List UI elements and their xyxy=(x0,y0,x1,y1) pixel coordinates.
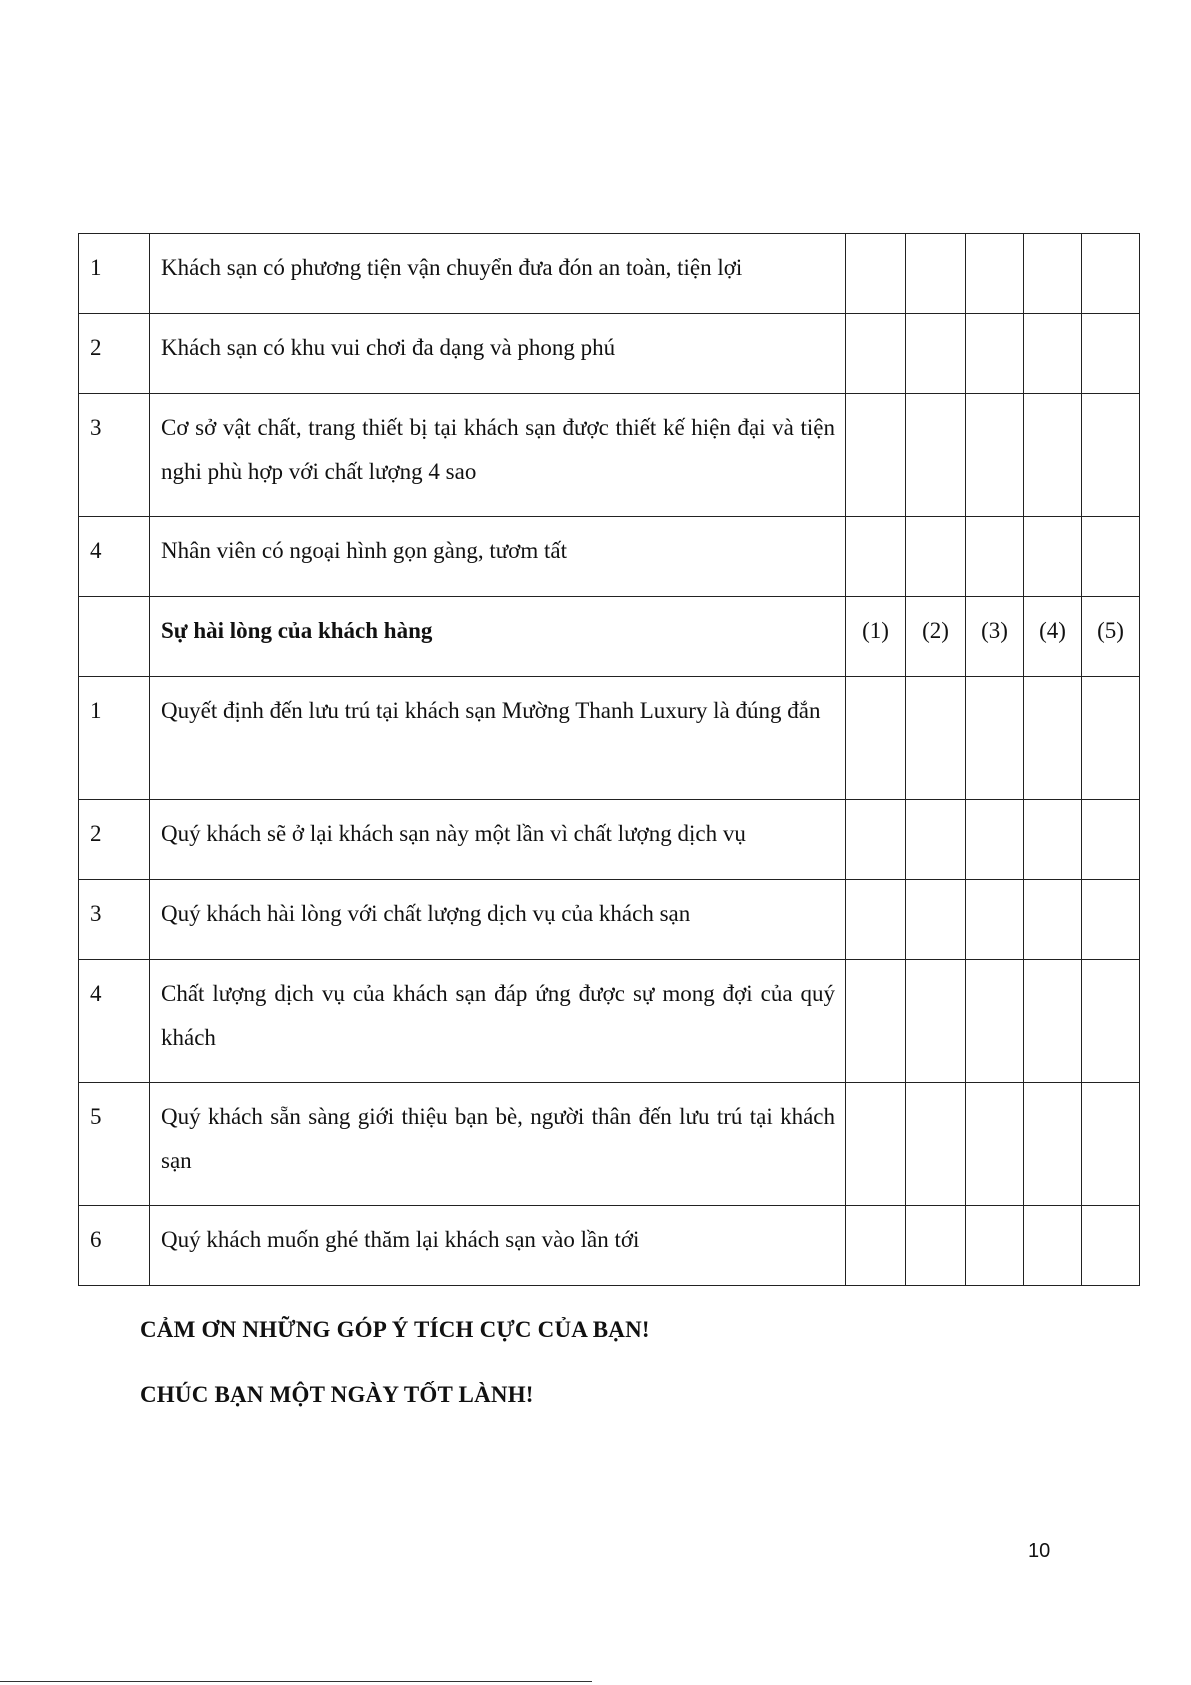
rating-cell-5[interactable] xyxy=(1082,234,1140,314)
footer-divider xyxy=(0,1681,592,1682)
rating-cell-3[interactable] xyxy=(966,234,1024,314)
item-number: 3 xyxy=(79,394,150,517)
item-statement: Khách sạn có phương tiện vận chuyển đưa đón an toàn, tiện lợi xyxy=(150,234,846,314)
rating-cell-4[interactable] xyxy=(1024,880,1082,960)
rating-cell-1[interactable] xyxy=(846,394,906,517)
rating-cell-5[interactable] xyxy=(1082,1083,1140,1206)
table-row xyxy=(79,314,1140,394)
rating-cell-4[interactable] xyxy=(1024,394,1082,517)
scale-header-3: (3) xyxy=(966,597,1024,677)
scale-header-2: (2) xyxy=(906,597,966,677)
rating-cell-4[interactable] xyxy=(1024,314,1082,394)
table-row xyxy=(79,800,1140,880)
item-number: 4 xyxy=(79,960,150,1083)
table-row xyxy=(79,1206,1140,1286)
table-row xyxy=(79,517,1140,597)
rating-cell-4[interactable] xyxy=(1024,677,1082,800)
rating-cell-4[interactable] xyxy=(1024,1206,1082,1286)
rating-cell-1[interactable] xyxy=(846,677,906,800)
table-row xyxy=(79,394,1140,517)
survey-table-body xyxy=(79,234,1140,1286)
rating-cell-3[interactable] xyxy=(966,960,1024,1083)
rating-cell-5[interactable] xyxy=(1082,1206,1140,1286)
item-number: 6 xyxy=(79,1206,150,1286)
closing-wish: CHÚC BẠN MỘT NGÀY TỐT LÀNH! xyxy=(140,1382,534,1407)
rating-cell-2[interactable] xyxy=(906,394,966,517)
rating-cell-3[interactable] xyxy=(966,677,1024,800)
item-number: 5 xyxy=(79,1083,150,1206)
rating-cell-2[interactable] xyxy=(906,314,966,394)
rating-cell-3[interactable] xyxy=(966,1206,1024,1286)
scale-header-5: (5) xyxy=(1082,597,1140,677)
survey-table xyxy=(78,233,1140,1286)
rating-cell-3[interactable] xyxy=(966,517,1024,597)
rating-cell-2[interactable] xyxy=(906,880,966,960)
page-number: 10 xyxy=(1028,1540,1051,1562)
item-statement: Cơ sở vật chất, trang thiết bị tại khách sạn được thiết kế hiện đại và tiện nghi phù hợp với chất lượng 4 sao xyxy=(150,394,846,517)
rating-cell-4[interactable] xyxy=(1024,517,1082,597)
rating-cell-4[interactable] xyxy=(1024,1083,1082,1206)
item-number: 1 xyxy=(79,677,150,800)
table-row xyxy=(79,677,1140,800)
group-header-row xyxy=(79,597,1140,677)
rating-cell-4[interactable] xyxy=(1024,234,1082,314)
rating-cell-1[interactable] xyxy=(846,1206,906,1286)
rating-cell-5[interactable] xyxy=(1082,800,1140,880)
rating-cell-2[interactable] xyxy=(906,1083,966,1206)
table-row xyxy=(79,234,1140,314)
rating-cell-1[interactable] xyxy=(846,880,906,960)
item-number: 3 xyxy=(79,880,150,960)
rating-cell-3[interactable] xyxy=(966,314,1024,394)
group-title: Sự hài lòng của khách hàng xyxy=(150,597,846,677)
item-statement: Khách sạn có khu vui chơi đa dạng và phong phú xyxy=(150,314,846,394)
rating-cell-2[interactable] xyxy=(906,1206,966,1286)
rating-cell-4[interactable] xyxy=(1024,800,1082,880)
rating-cell-3[interactable] xyxy=(966,1083,1024,1206)
item-number xyxy=(79,597,150,677)
item-number: 4 xyxy=(79,517,150,597)
item-statement: Quý khách hài lòng với chất lượng dịch vụ của khách sạn xyxy=(150,880,846,960)
table-row xyxy=(79,880,1140,960)
rating-cell-2[interactable] xyxy=(906,960,966,1083)
scale-header-1: (1) xyxy=(846,597,906,677)
rating-cell-5[interactable] xyxy=(1082,960,1140,1083)
rating-cell-3[interactable] xyxy=(966,800,1024,880)
rating-cell-2[interactable] xyxy=(906,677,966,800)
rating-cell-1[interactable] xyxy=(846,800,906,880)
rating-cell-2[interactable] xyxy=(906,800,966,880)
item-statement: Quý khách sẵn sàng giới thiệu bạn bè, người thân đến lưu trú tại khách sạn xyxy=(150,1083,846,1206)
rating-cell-5[interactable] xyxy=(1082,517,1140,597)
item-number: 2 xyxy=(79,314,150,394)
item-number: 1 xyxy=(79,234,150,314)
scale-header-4: (4) xyxy=(1024,597,1082,677)
rating-cell-1[interactable] xyxy=(846,517,906,597)
table-row xyxy=(79,1083,1140,1206)
item-statement: Nhân viên có ngoại hình gọn gàng, tươm tất xyxy=(150,517,846,597)
closing-thanks: CẢM ƠN NHỮNG GÓP Ý TÍCH CỰC CỦA BẠN! xyxy=(140,1317,650,1342)
rating-cell-5[interactable] xyxy=(1082,314,1140,394)
item-statement: Quý khách sẽ ở lại khách sạn này một lần vì chất lượng dịch vụ xyxy=(150,800,846,880)
item-statement: Quyết định đến lưu trú tại khách sạn Mường Thanh Luxury là đúng đắn xyxy=(150,677,846,800)
item-statement: Chất lượng dịch vụ của khách sạn đáp ứng được sự mong đợi của quý khách xyxy=(150,960,846,1083)
rating-cell-5[interactable] xyxy=(1082,677,1140,800)
rating-cell-5[interactable] xyxy=(1082,880,1140,960)
rating-cell-5[interactable] xyxy=(1082,394,1140,517)
rating-cell-3[interactable] xyxy=(966,394,1024,517)
rating-cell-2[interactable] xyxy=(906,234,966,314)
rating-cell-1[interactable] xyxy=(846,960,906,1083)
rating-cell-3[interactable] xyxy=(966,880,1024,960)
item-statement: Quý khách muốn ghé thăm lại khách sạn vào lần tới xyxy=(150,1206,846,1286)
item-number: 2 xyxy=(79,800,150,880)
rating-cell-1[interactable] xyxy=(846,314,906,394)
rating-cell-1[interactable] xyxy=(846,1083,906,1206)
rating-cell-4[interactable] xyxy=(1024,960,1082,1083)
rating-cell-1[interactable] xyxy=(846,234,906,314)
table-row xyxy=(79,960,1140,1083)
rating-cell-2[interactable] xyxy=(906,517,966,597)
